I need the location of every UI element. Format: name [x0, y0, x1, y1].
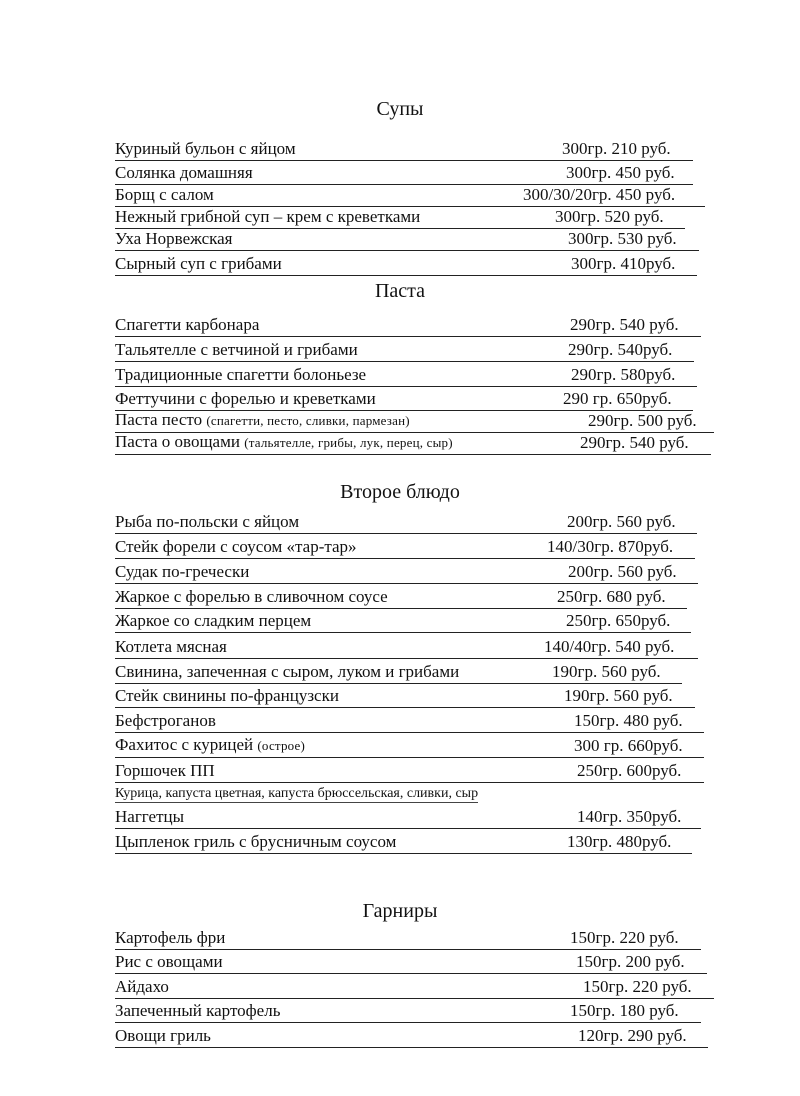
item-name: Айдахо [115, 977, 169, 996]
menu-item [115, 228, 699, 251]
section-title-sides: Гарниры [362, 900, 438, 922]
item-amount: 300 гр. 660руб. [574, 736, 683, 755]
menu-item [115, 184, 705, 207]
item-name: Рыба по-польски с яйцом [115, 512, 300, 531]
section-title-pasta: Паста [374, 280, 426, 302]
item-name: Традиционные спагетти болоньезе [115, 365, 367, 384]
item-amount: 290гр. 540руб. [568, 340, 673, 359]
menu-item [115, 511, 697, 534]
item-amount: 290гр. 540 руб. [580, 433, 689, 452]
menu-item [115, 661, 682, 684]
item-name: Котлета мясная [115, 637, 227, 656]
item-amount: 150гр. 220 руб. [570, 928, 679, 947]
item-title: Паста о овощами [115, 432, 245, 451]
menu-item [115, 760, 704, 783]
item-amount: 140/30гр. 870руб. [547, 537, 674, 556]
item-note: (острое) [257, 738, 306, 753]
item-name: Картофель фри [115, 928, 226, 947]
item-name [115, 432, 453, 453]
item-amount: 120гр. 290 руб. [578, 1026, 687, 1045]
menu-item [115, 735, 704, 758]
item-amount: 250гр. 600руб. [577, 761, 682, 780]
menu-item [115, 314, 701, 337]
item-name: Наггетцы [115, 807, 185, 826]
menu-item [115, 1000, 701, 1023]
item-amount: 290гр. 580руб. [571, 365, 676, 384]
item-description: Курица, капуста цветная, капуста брюссельская, сливки, сыр [115, 786, 479, 801]
item-amount: 290гр. 500 руб. [588, 411, 697, 430]
item-name [115, 735, 305, 756]
item-name: Сырный суп с грибами [115, 254, 282, 273]
item-name: Свинина, запеченная с сыром, луком и грибами [115, 662, 460, 681]
item-title: Фахитос с курицей [115, 735, 258, 754]
menu-item [115, 253, 697, 276]
menu-item [115, 685, 695, 708]
item-name: Спагетти карбонара [115, 315, 260, 334]
menu-item [115, 410, 714, 433]
item-amount: 150гр. 480 руб. [574, 711, 683, 730]
menu-item [115, 636, 698, 659]
item-name: Солянка домашняя [115, 163, 253, 182]
item-amount: 140/40гр. 540 руб. [544, 637, 675, 656]
item-name: Рис с овощами [115, 952, 223, 971]
item-amount: 290гр. 540 руб. [570, 315, 679, 334]
menu-item [115, 364, 697, 387]
item-amount: 200гр. 560 руб. [568, 562, 677, 581]
item-name: Тальятелле с ветчиной и грибами [115, 340, 358, 359]
item-amount: 250гр. 680 руб. [557, 587, 666, 606]
item-name: Жаркое с форелью в сливочном соусе [115, 587, 388, 606]
item-name: Бефстроганов [115, 711, 216, 730]
item-amount: 190гр. 560 руб. [564, 686, 673, 705]
menu-item [115, 976, 714, 999]
menu-item [115, 206, 685, 229]
menu-item [115, 339, 694, 362]
menu-item [115, 806, 701, 829]
item-name: Уха Норвежская [115, 229, 233, 248]
item-name: Стейк свинины по-французски [115, 686, 339, 705]
item-amount: 300гр. 410руб. [571, 254, 676, 273]
item-name: Куриный бульон с яйцом [115, 139, 296, 158]
item-amount: 300/30/20гр. 450 руб. [523, 185, 676, 204]
item-amount: 190гр. 560 руб. [552, 662, 661, 681]
item-amount: 140гр. 350руб. [577, 807, 682, 826]
item-name: Борщ с салом [115, 185, 214, 204]
item-amount: 150гр. 220 руб. [583, 977, 692, 996]
item-title: Паста песто [115, 410, 207, 429]
menu-item [115, 162, 693, 185]
item-name [115, 410, 410, 431]
menu-item [115, 388, 693, 411]
menu-item [115, 586, 687, 609]
item-note: (спагетти, песто, сливки, пармезан) [206, 413, 410, 428]
menu-item [115, 1025, 708, 1048]
menu-item [115, 138, 693, 161]
item-amount: 300гр. 530 руб. [568, 229, 677, 248]
item-name: Нежный грибной суп – крем с креветками [115, 207, 421, 226]
item-name: Запеченный картофель [115, 1001, 281, 1020]
item-name: Цыпленок гриль с брусничным соусом [115, 832, 397, 851]
item-amount: 200гр. 560 руб. [567, 512, 676, 531]
item-name: Жаркое со сладким перцем [115, 611, 312, 630]
menu-item [115, 831, 692, 854]
menu-item [115, 610, 691, 633]
item-name: Феттучини с форелью и креветками [115, 389, 376, 408]
item-name: Горшочек ПП [115, 761, 215, 780]
item-amount: 300гр. 210 руб. [562, 139, 671, 158]
item-note: (тальятелле, грибы, лук, перец, сыр) [244, 435, 453, 450]
menu-item [115, 710, 704, 733]
section-title-mains: Второе блюдо [340, 481, 460, 503]
menu-item [115, 561, 698, 584]
item-amount: 150гр. 200 руб. [576, 952, 685, 971]
menu-item [115, 927, 701, 950]
item-amount: 130гр. 480руб. [567, 832, 672, 851]
section-title-soups: Супы [376, 98, 424, 120]
menu-item [115, 951, 707, 974]
item-amount: 290 гр. 650руб. [563, 389, 672, 408]
item-amount: 250гр. 650руб. [566, 611, 671, 630]
item-name: Стейк форели с соусом «тар-тар» [115, 537, 357, 556]
item-amount: 300гр. 520 руб. [555, 207, 664, 226]
menu-item [115, 432, 711, 455]
menu-item [115, 536, 695, 559]
item-name: Судак по-гречески [115, 562, 250, 581]
item-amount: 150гр. 180 руб. [570, 1001, 679, 1020]
item-amount: 300гр. 450 руб. [566, 163, 675, 182]
item-name: Овощи гриль [115, 1026, 211, 1045]
